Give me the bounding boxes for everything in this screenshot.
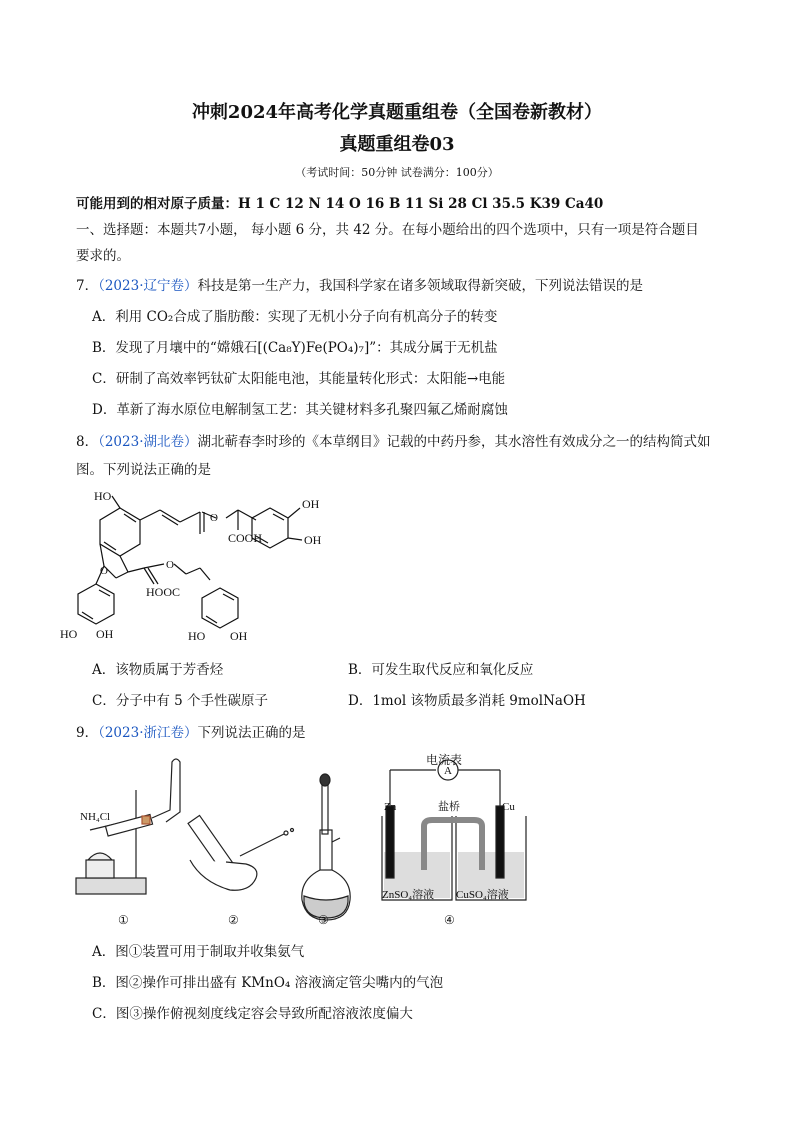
- exam-info: （考试时间：50分钟 试卷满分：100分）: [295, 166, 499, 179]
- label-cuso4: CuSO₄溶液: [456, 889, 509, 901]
- question-source: （2023·浙江卷）: [98, 725, 198, 741]
- question-8-stem-line2: 图。下列说法正确的是: [76, 462, 211, 478]
- question-text: 湖北蕲春李时珍的《本草纲目》记载的中药丹参，其水溶性有效成分之一的结构简式如: [197, 434, 711, 450]
- label-oh-right-mid: OH: [304, 533, 322, 547]
- label-ho-bottom: HO: [188, 629, 206, 643]
- label-hooc: HOOC: [146, 585, 181, 599]
- q9-option-b: B．图②操作可排出盛有 KMnO₄ 溶液滴定管尖嘴内的气泡: [92, 975, 444, 991]
- q8-option-d: D．1mol 该物质最多消耗 9molNaOH: [348, 693, 586, 709]
- label-cu: Cu: [502, 801, 515, 813]
- figure-number-4: ④: [444, 913, 455, 927]
- label-ester-o: O: [210, 512, 218, 524]
- label-oh-bottom: OH: [230, 629, 248, 643]
- q7-option-b: B．发现了月壤中的“嫦娥石[(Ca₈Y)Fe(PO₄)₇]”：其成分属于无机盐: [92, 340, 498, 356]
- q7-option-c: C．研制了高效率钙钛矿太阳能电池，其能量转化形式：太阳能→电能: [92, 371, 506, 387]
- figure-1-apparatus: [76, 759, 180, 894]
- q8-option-c: C．分子中有 5 个手性碳原子: [92, 693, 269, 709]
- page-title: 冲刺2024年高考化学真题重组卷（全国卷新教材）: [191, 102, 603, 123]
- question-number: 7．: [76, 278, 99, 294]
- question-source: （2023·辽宁卷）: [98, 278, 198, 294]
- figure-number-3: ③: [318, 913, 329, 927]
- question-number: 9．: [76, 725, 99, 741]
- q9-option-a: A．图①装置可用于制取并收集氨气: [92, 944, 305, 960]
- page-subtitle: 真题重组卷03: [339, 134, 455, 155]
- label-ester-o2: O: [166, 559, 174, 571]
- question-8-stem: [76, 430, 711, 450]
- question-9-stem: [76, 721, 306, 741]
- figure-number-2: ②: [228, 913, 239, 927]
- label-cooh: COOH: [228, 531, 263, 545]
- label-oh-left: OH: [96, 627, 114, 641]
- question-number: 8．: [76, 434, 99, 450]
- section-instruction-line2: 要求的。: [76, 248, 130, 264]
- q8-option-a: A．该物质属于芳香烃: [92, 662, 224, 678]
- question-7-stem: [76, 274, 643, 294]
- label-ho-top: HO: [94, 489, 112, 503]
- atomic-masses: 可能用到的相对原子质量：H 1 C 12 N 14 O 16 B 11 Si 28 Cl 35.5 K39 Ca40: [76, 196, 604, 212]
- label-nh4cl: NH₄Cl: [80, 811, 111, 823]
- question-text: 科技是第一生产力，我国科学家在诸多领域取得新突破，下列说法错误的是: [197, 278, 643, 294]
- section-instruction-line1: 一、选择题：本题共7小题， 每小题 6 分，共 42 分。在每小题给出的四个选项中，只有一项是符合题目: [76, 222, 699, 238]
- q7-option-d: D．革新了海水原位电解制氢工艺：其关键材料多孔聚四氟乙烯耐腐蚀: [92, 402, 508, 418]
- figure-number-1: ①: [118, 913, 129, 927]
- apparatus-figures: [70, 750, 530, 930]
- q8-option-b: B．可发生取代反应和氧化反应: [348, 662, 534, 678]
- question-text: 下列说法正确的是: [197, 725, 306, 741]
- label-ammeter: 电流表: [426, 753, 463, 767]
- chemical-structure-diagram: [60, 488, 350, 648]
- label-furan-o: O: [100, 565, 108, 577]
- figure-2-apparatus: [188, 815, 293, 890]
- label-zn: Zn: [384, 801, 397, 813]
- label-ho-left: HO: [60, 627, 78, 641]
- label-znso4: ZnSO₄溶液: [382, 889, 435, 901]
- label-ammeter-symbol: A: [444, 765, 452, 777]
- question-source: （2023·湖北卷）: [98, 434, 198, 450]
- q7-option-a: A．利用 CO₂合成了脂肪酸：实现了无机小分子向有机高分子的转变: [92, 309, 498, 325]
- q9-option-c: C．图③操作俯视刻度线定容会导致所配溶液浓度偏大: [92, 1006, 413, 1022]
- label-oh-right-top: OH: [302, 497, 320, 511]
- label-salt-bridge: 盐桥: [438, 801, 460, 813]
- figure-4-apparatus: [382, 760, 526, 900]
- figure-3-apparatus: [302, 774, 350, 920]
